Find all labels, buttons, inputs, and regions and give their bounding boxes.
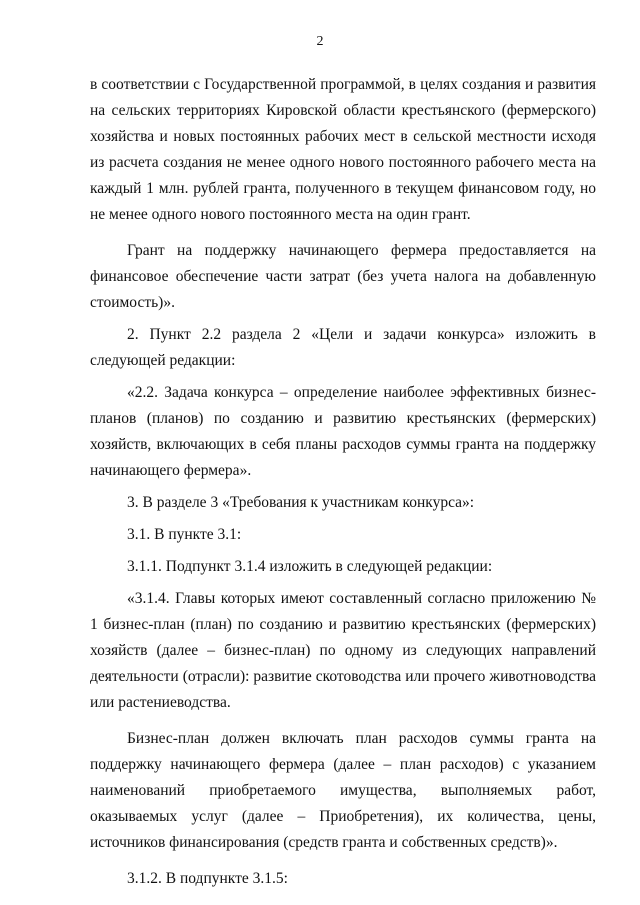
paragraph-item-2: 2. Пункт 2.2 раздела 2 «Цели и задачи конкурса» изложить в следующей редакции:: [90, 326, 596, 369]
paragraph-continuation: в соответствии с Государственной программой, в целях создания и развития на сельских территориях Кировской области крестьянского (фермерского) хозяйства и новых постоянных рабочих мест в сельской местности исходя из расчета создания не менее одного нового постоянного рабочего места на каждый 1 млн. рублей гранта, полученного в текущем финансовом году, но не менее одного нового постоянного места на один грант.: [90, 76, 596, 223]
paragraph-item-3-1-2: 3.1.2. В подпункте 3.1.5:: [127, 870, 288, 887]
paragraph-item-3-1-1: 3.1.1. Подпункт 3.1.4 изложить в следующей редакции:: [127, 558, 493, 575]
page-number: 2: [316, 34, 324, 49]
paragraph-item-3: 3. В разделе 3 «Требования к участникам конкурса»:: [127, 494, 475, 511]
paragraph-item-2-2: «2.2. Задача конкурса – определение наиболее эффективных бизнес-планов (планов) по созданию и развитию крестьянских (фермерских) хозяйств, включающих в себя планы расходов суммы гранта на поддержку начинающего фермера».: [90, 384, 596, 479]
paragraph-item-3-1-4: «3.1.4. Главы которых имеют составленный согласно приложению № 1 бизнес-план (план) по созданию и развитию крестьянских (фермерских) хозяйств (далее – бизнес-план) по одному из следующих направлений деятельности (отрасли): развитие скотоводства или прочего животноводства или растениеводства.: [90, 590, 596, 711]
paragraph-item-3-1: 3.1. В пункте 3.1:: [127, 526, 242, 543]
paragraph-business-plan: Бизнес-план должен включать план расходов суммы гранта на поддержку начинающего фермера (далее – план расходов) с указанием наименований приобретаемого имущества, выполняемых работ, оказываемых услуг (далее – Приобретения), их количества, цены, источников финансирования (средств гранта и собственных средств)».: [90, 730, 596, 851]
paragraph-grant-purpose: Грант на поддержку начинающего фермера предоставляется на финансовое обеспечение части затрат (без учета налога на добавленную стоимость)».: [90, 242, 596, 311]
document-body: [90, 72, 596, 892]
